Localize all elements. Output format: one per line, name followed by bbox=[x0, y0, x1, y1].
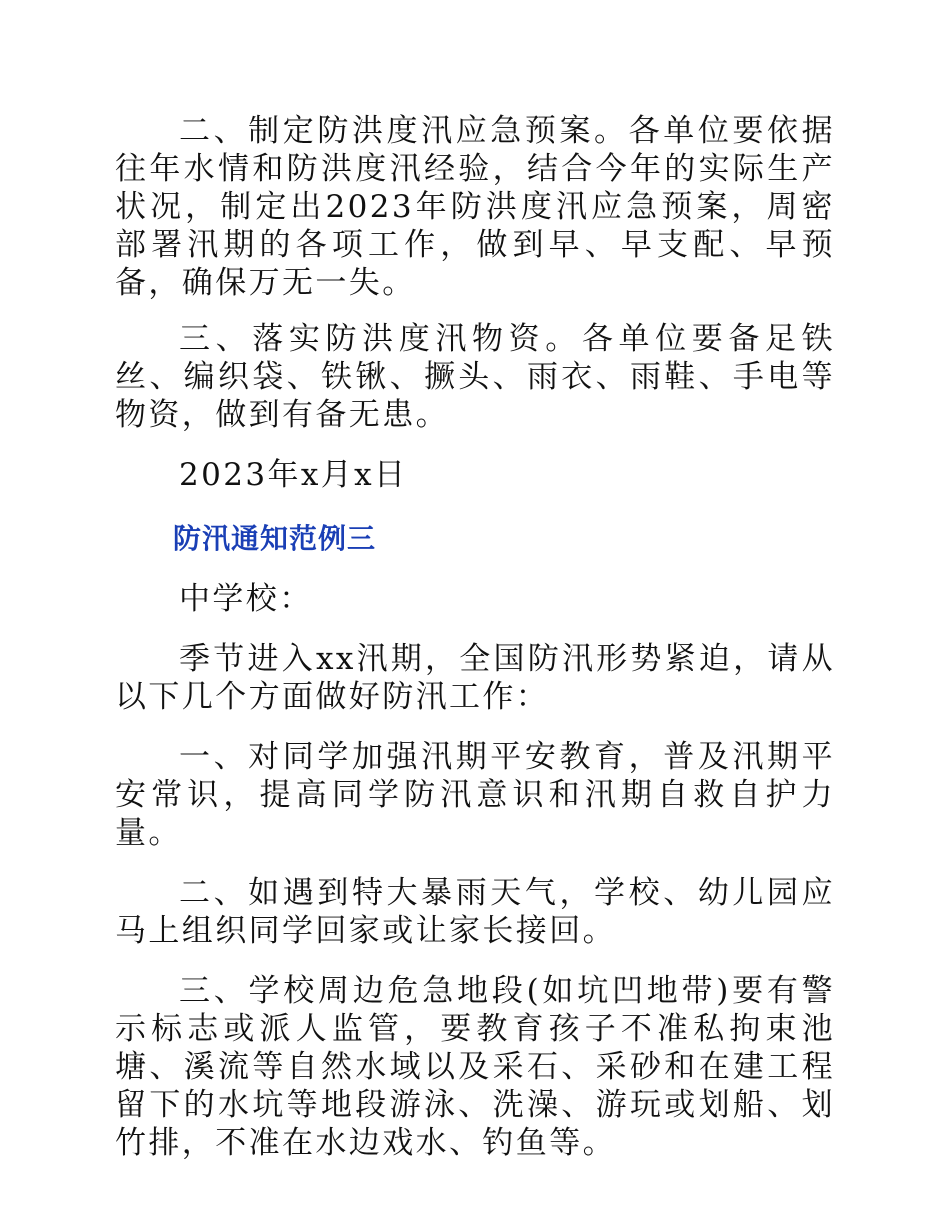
paragraph-intro: 季节进入xx汛期，全国防汛形势紧迫，请从以下几个方面做好防汛工作： bbox=[115, 641, 835, 715]
paragraph-danger-zones: 三、学校周边危急地段(如坑凹地带)要有警示标志或派人监管，要教育孩子不准私拘束池塘、溪流等自然水域以及采石、采砂和在建工程留下的水坑等地段游泳、洗澡、游玩或划船、划竹排，不准在水边戏水、钓鱼等。 bbox=[115, 973, 835, 1161]
salutation: 中学校： bbox=[179, 581, 313, 617]
paragraph-safety-education: 一、对同学加强汛期平安教育，普及汛期平安常识，提高同学防汛意识和汛期自救自护力量。 bbox=[115, 739, 835, 851]
paragraph-emergency-plan: 二、制定防洪度汛应急预案。各单位要依据往年水情和防洪度汛经验，结合今年的实际生产状况，制定出2023年防洪度汛应急预案，周密部署汛期的各项工作，做到早、早支配、早预备，确保万无一失。 bbox=[115, 113, 835, 301]
document-page bbox=[115, 112, 835, 1162]
paragraph-rainstorm: 二、如遇到特大暴雨天气，学校、幼儿园应马上组织同学回家或让家长接回。 bbox=[115, 875, 835, 949]
section-heading: 防汛通知范例三 bbox=[173, 522, 377, 555]
paragraph-flood-supplies: 三、落实防洪度汛物资。各单位要备足铁丝、编织袋、铁锹、撅头、雨衣、雨鞋、手电等物资，做到有备无患。 bbox=[115, 321, 835, 433]
document-date: 2023年x月x日 bbox=[179, 457, 408, 493]
